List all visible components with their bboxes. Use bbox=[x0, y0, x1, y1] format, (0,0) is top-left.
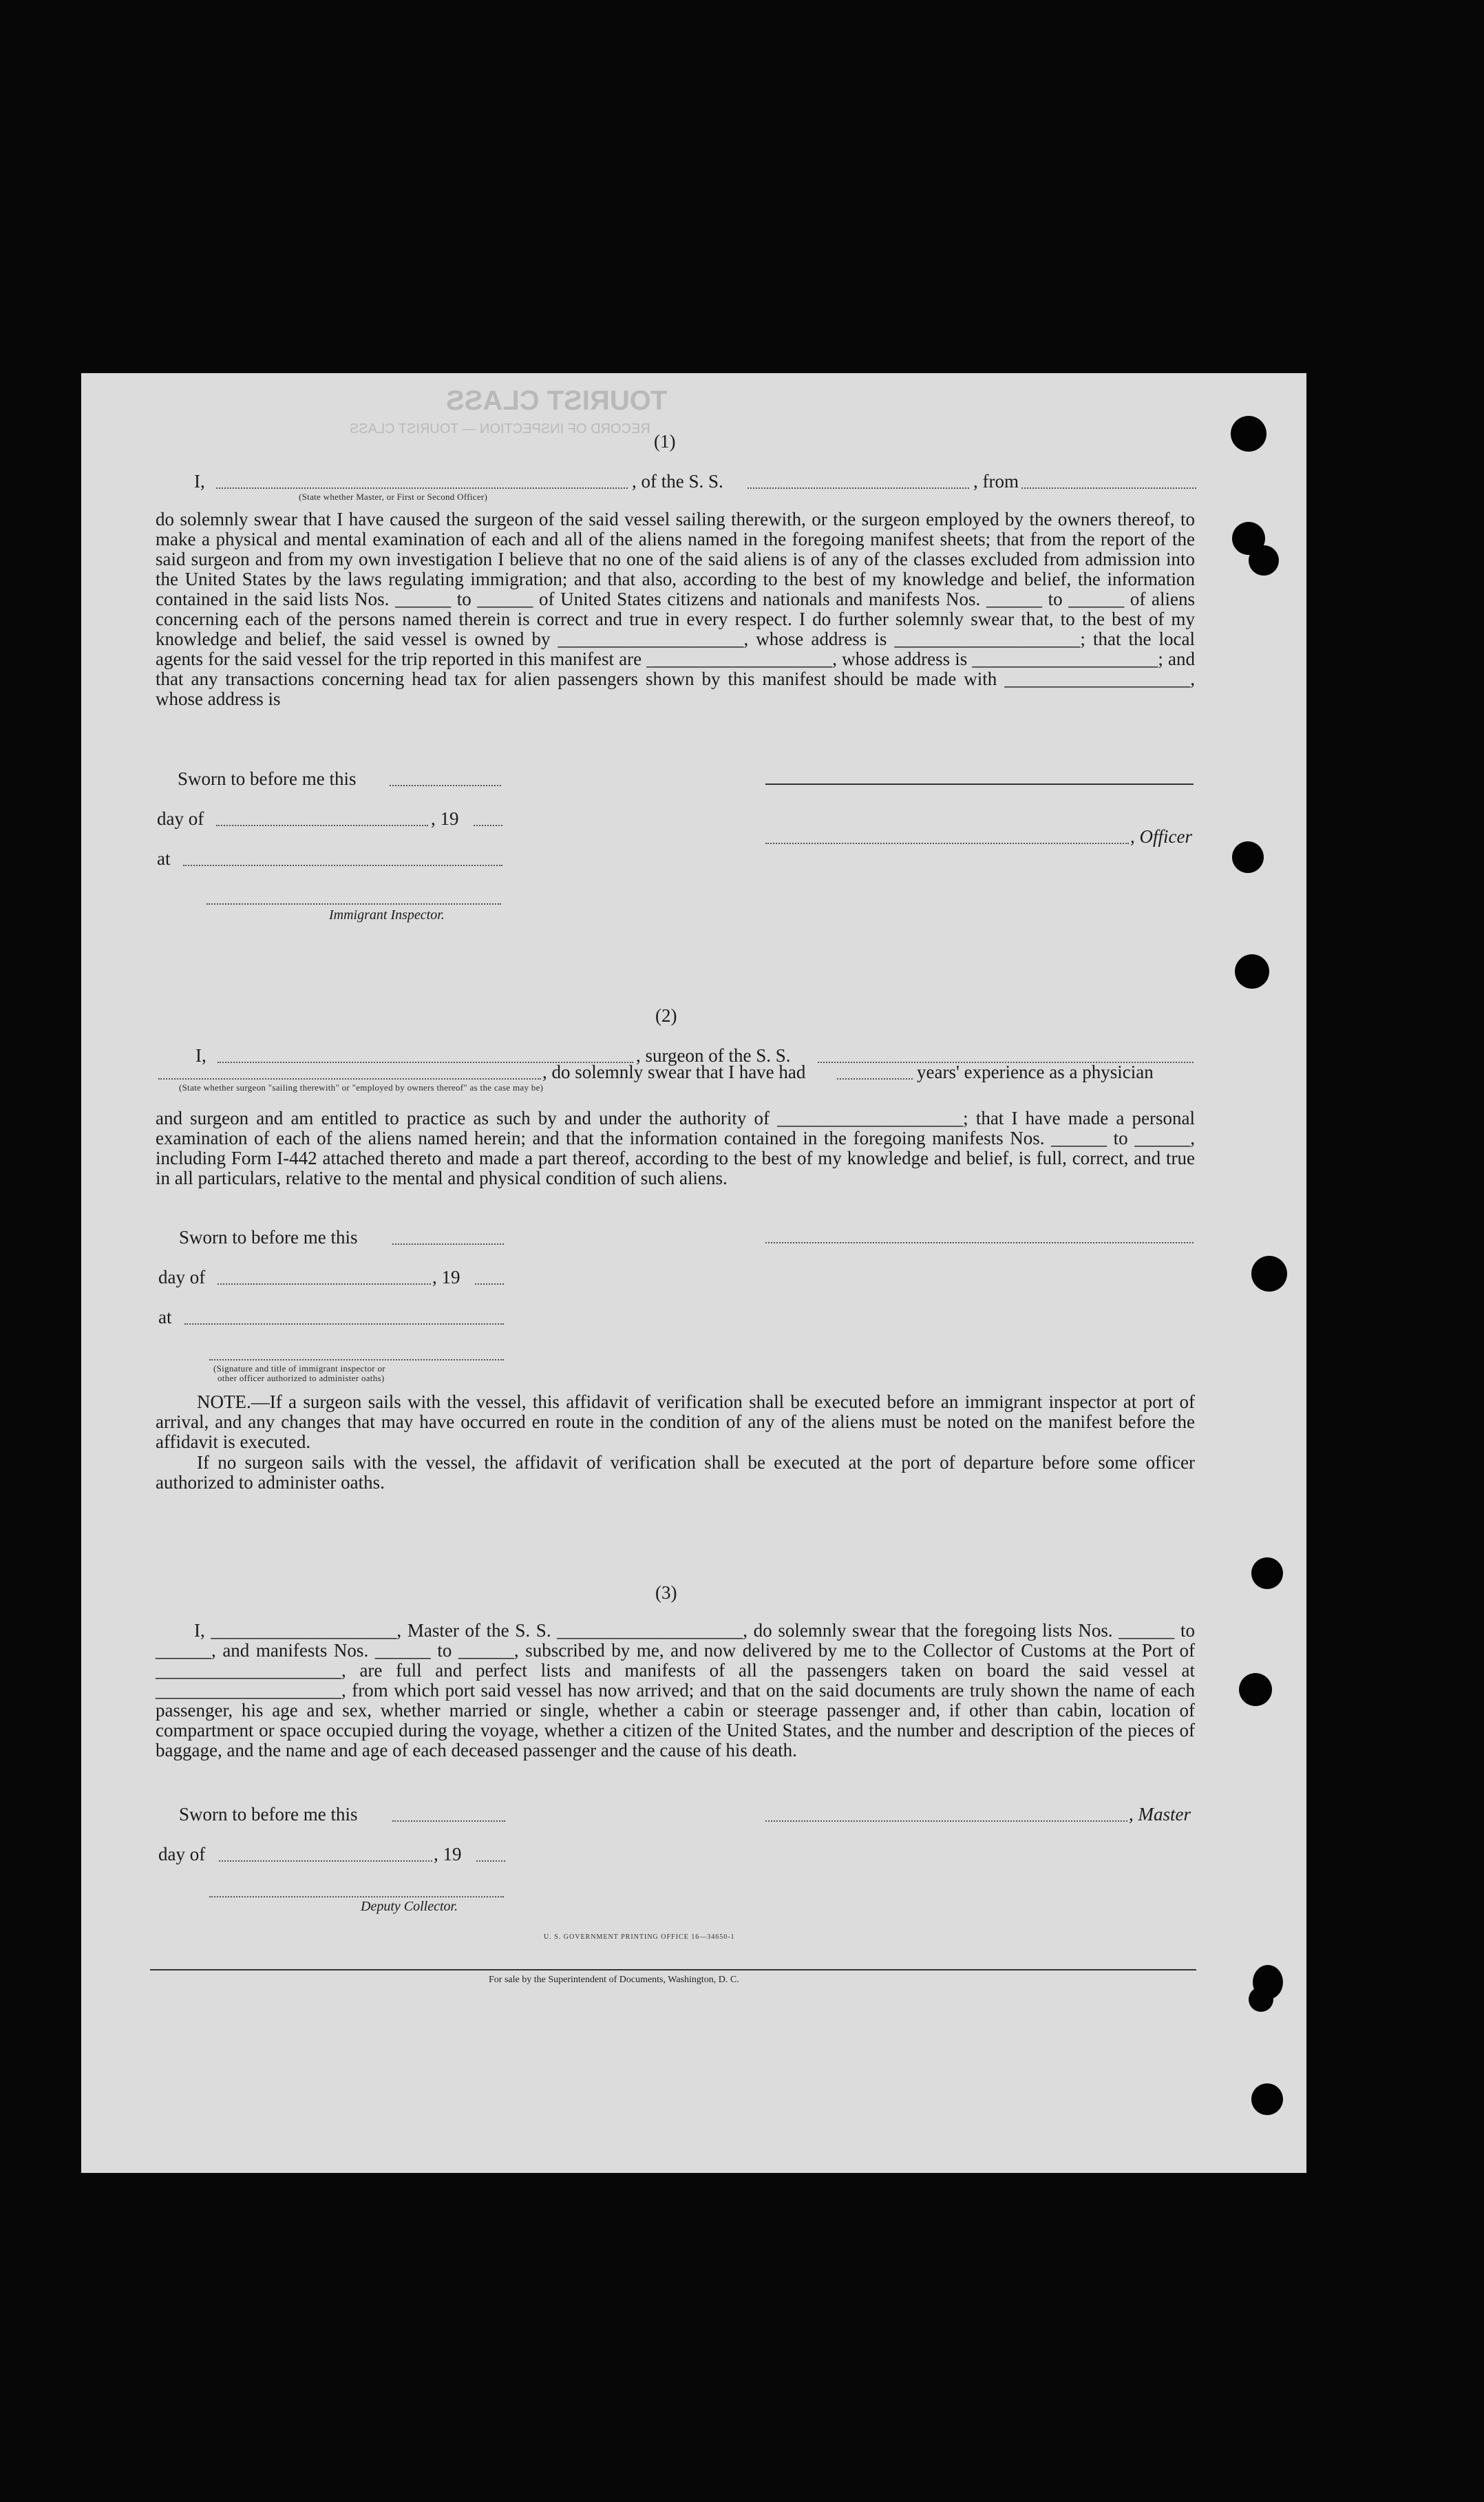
sec2-at-line bbox=[184, 1323, 504, 1325]
sec1-day-of-label: day of bbox=[157, 808, 204, 829]
sec1-at-line bbox=[183, 865, 502, 866]
sec1-year-label: , 19 bbox=[431, 808, 459, 829]
sec1-line1-of-ss: , of the S. S. bbox=[632, 471, 723, 492]
sec1-from-line bbox=[1021, 487, 1196, 489]
punch-hole-3 bbox=[1249, 545, 1279, 576]
footer-rule bbox=[150, 1969, 1196, 1970]
sec3-day-of-label: day of bbox=[158, 1844, 206, 1864]
footer-sale-notice: For sale by the Superintendent of Documents, Washington, D. C. bbox=[489, 1975, 739, 1985]
sec2-sig-caption-1: (Signature and title of immigrant inspector or bbox=[213, 1363, 385, 1374]
sec1-vessel-line bbox=[748, 487, 969, 489]
sec2-years-line bbox=[837, 1078, 913, 1080]
punch-hole-6 bbox=[1251, 1256, 1287, 1292]
punch-hole-5 bbox=[1235, 954, 1269, 989]
sec2-year-label: , 19 bbox=[432, 1267, 460, 1287]
sec1-officer-label: , Officer bbox=[1130, 826, 1192, 847]
sec1-officer-line bbox=[765, 843, 1129, 844]
sec2-day-line bbox=[218, 1283, 431, 1285]
sec2-signature-line bbox=[765, 1242, 1194, 1243]
sec2-years-label: years' experience as a physician bbox=[917, 1062, 1154, 1082]
sec1-signature-line bbox=[765, 784, 1194, 785]
sec3-oath-body: I, ____________________, Master of the S. S. ____________________, do solemnly swear that the foregoing lists Nos. ______ to ______, and manifests Nos. ______ to ______, subscribed by me, and now delivered by me to the Collector of Customs at the Port of ____________________, are full and perfect lists and manifests of all the passengers taken on board the said vessel at ____________________, from which port said vessel has now arrived; and that on the said documents are truly shown the name of each passenger, his age and sex, whether married or single, whether a cabin or steerage passenger and, if other than cabin, location of compartment or space occupied during the voyage, whether a citizen of the United States, and the number and description of the pieces of baggage, and the name and age of each deceased passenger and the cause of his death. bbox=[156, 1620, 1195, 1760]
sec2-day-of-label: day of bbox=[158, 1267, 206, 1287]
sec2-swear-label: , do solemnly swear that I have had bbox=[542, 1062, 806, 1082]
punch-hole-7 bbox=[1251, 1557, 1283, 1589]
punch-hole-10 bbox=[1249, 1987, 1273, 2012]
sec3-day-line bbox=[219, 1860, 432, 1862]
sec2-note bbox=[156, 1392, 1195, 1452]
sec2-note-2 bbox=[156, 1453, 1195, 1493]
sec2-sig-caption-2: other officer authorized to administer oaths) bbox=[218, 1373, 385, 1383]
sec3-deputy-label: Deputy Collector. bbox=[361, 1899, 458, 1914]
sec2-note2-text: If no surgeon sails with the vessel, the affidavit of verification shall be executed at the port of departure before some officer authorized to administer oaths. bbox=[156, 1452, 1195, 1493]
sec3-year-label: , 19 bbox=[434, 1844, 462, 1864]
sec1-inspector-line bbox=[206, 903, 501, 905]
sec1-day-line bbox=[216, 825, 428, 826]
punch-hole-8 bbox=[1239, 1673, 1272, 1706]
sec3-sworn-line bbox=[392, 1820, 505, 1822]
section-1-number: (1) bbox=[654, 431, 676, 452]
punch-hole-1 bbox=[1231, 416, 1266, 452]
document-page bbox=[81, 373, 1306, 2173]
sec1-inspector-label: Immigrant Inspector. bbox=[329, 907, 445, 923]
sec3-deputy-line bbox=[209, 1896, 504, 1897]
sec1-oath-body: do solemnly swear that I have caused the surgeon of the said vessel sailing therewith, or the surgeon employed by the owners thereof, to make a physical and mental examination of each and all of the aliens named in the foregoing manifest sheets; that from the report of the said surgeon and from my own investigation I believe that no one of the said aliens is of any of the classes excluded from admission into the United States by the laws regulating immigration; and that also, according to the best of my knowledge and belief, the information contained in the said lists Nos. ______ to ______ of United States citizens and nationals and manifests Nos. ______ to ______ of aliens concerning each of the persons named therein is correct and true in every respect. I do further solemnly swear that, to the best of my knowledge and belief, the said vessel is owned by ____________________, whose address is ____________________; that the local agents for the said vessel for the trip reported in this manifest are ____________________, whose address is ____________________; and that any transactions concerning head tax for alien passengers shown by this manifest should be made with ____________________, whose address is bbox=[156, 509, 1195, 709]
sec3-master-line bbox=[765, 1820, 1127, 1822]
punch-hole-11 bbox=[1251, 2083, 1283, 2115]
section-3-number: (3) bbox=[655, 1582, 677, 1603]
sec2-line1-I: I, bbox=[195, 1045, 206, 1066]
section-2-number: (2) bbox=[655, 1005, 677, 1026]
sec2-status-caption: (State whether surgeon "sailing therewith" or "employed by owners thereof" as the case may be) bbox=[179, 1082, 544, 1093]
punch-hole-4 bbox=[1232, 841, 1264, 873]
sec2-at-label: at bbox=[158, 1307, 172, 1327]
sec1-officer-name-line bbox=[216, 487, 628, 489]
sec1-sworn-line bbox=[390, 785, 501, 786]
sec1-year-line bbox=[474, 825, 502, 826]
sec2-inspector-line bbox=[209, 1359, 504, 1360]
sec2-oath-body: and surgeon and am entitled to practice as such by and under the authority of ____________________; that I have made a personal examination of each of the aliens named herein; and that the information contained in the foregoing manifests Nos. ______ to ______, including Form I-442 attached thereto and made a part thereof, according to the best of my knowledge and belief, is full, correct, and true in all particulars, relative to the mental and physical condition of such aliens. bbox=[156, 1108, 1195, 1188]
sec1-sworn-label: Sworn to before me this bbox=[178, 768, 357, 789]
sec2-sworn-line bbox=[392, 1243, 504, 1245]
sec2-note-text: NOTE.—If a surgeon sails with the vessel, this affidavit of verification shall be executed before an immigrant inspector at port of arrival, and any changes that may have occurred en route in the condition of any of the aliens must be noted on the manifest before the affidavit is executed. bbox=[156, 1391, 1195, 1452]
sec2-year-line bbox=[475, 1283, 504, 1285]
bleed-through-subtitle: RECORD OF INSPECTION — TOURIST CLASS bbox=[350, 421, 650, 437]
gpo-imprint: U. S. GOVERNMENT PRINTING OFFICE 16—34650-1 bbox=[544, 1933, 735, 1941]
sec2-surgeon-of-ss: , surgeon of the S. S. bbox=[636, 1045, 791, 1066]
sec1-line1-from: , from bbox=[973, 471, 1019, 492]
sec3-sworn-label: Sworn to before me this bbox=[179, 1804, 358, 1825]
sec3-master-label: , Master bbox=[1129, 1804, 1191, 1825]
sec2-sworn-label: Sworn to before me this bbox=[179, 1227, 358, 1248]
sec2-status-line bbox=[158, 1078, 541, 1080]
bleed-through-title: TOURIST CLASS bbox=[446, 386, 668, 416]
sec1-state-caption: (State whether Master, or First or Second Officer) bbox=[299, 492, 488, 502]
sec1-at-label: at bbox=[157, 848, 171, 869]
sec3-year-line bbox=[476, 1860, 505, 1862]
sec1-line1-I: I, bbox=[194, 471, 205, 492]
